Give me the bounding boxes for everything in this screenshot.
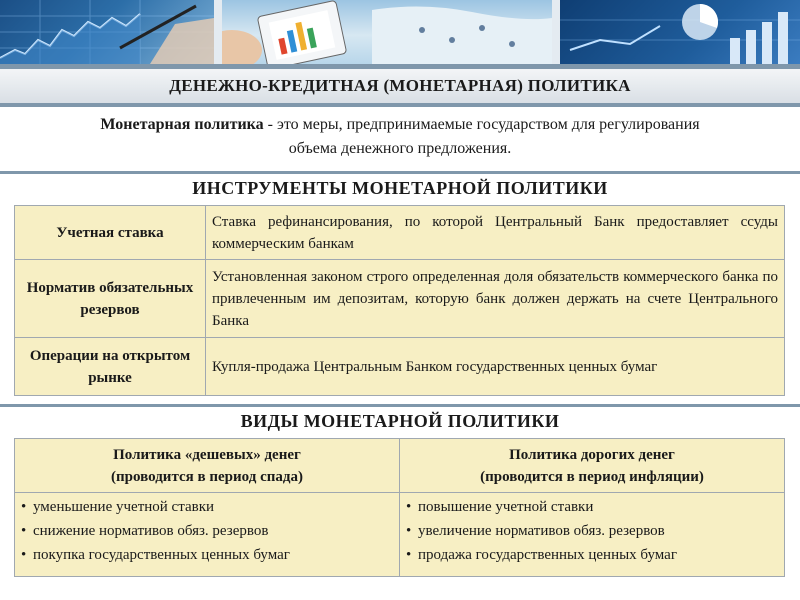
dear-money-subtitle: (проводится в период инфляции) <box>480 468 704 485</box>
page-title: ДЕНЕЖНО-КРЕДИТНАЯ (МОНЕТАРНАЯ) ПОЛИТИКА <box>0 69 800 107</box>
definition-text: - это меры, предпринимаемые государством для регулирования <box>267 116 700 133</box>
list-item <box>406 519 778 543</box>
measure-text: увеличение нормативов обяз. резервов <box>418 523 665 539</box>
cheap-money-measures <box>15 493 400 577</box>
measure-text: продажа государственных ценных бумаг <box>418 547 677 563</box>
table-row <box>15 338 785 396</box>
instrument-label: Норматив обязательных резервов <box>15 260 206 338</box>
bullet: • <box>21 523 27 539</box>
dear-money-title: Политика дорогих денег <box>509 446 675 463</box>
divider <box>0 404 800 407</box>
list-item <box>406 495 778 519</box>
instruments-heading: ИНСТРУМЕНТЫ МОНЕТАРНОЙ ПОЛИТИКИ <box>192 178 608 198</box>
table-row <box>15 493 785 577</box>
instrument-description: Установленная законом строго определенная доля обязательств коммерческого банка по привлеченным им депозитам, которую банк должен держать на счете Центрального Банка <box>206 260 785 338</box>
instrument-description: Купля-продажа Центральным Банком государственных ценных бумаг <box>206 338 785 396</box>
instrument-description: Ставка рефинансирования, по которой Центральный Банк предоставляет ссуды коммерческим банкам <box>206 206 785 260</box>
dear-money-header <box>400 439 785 493</box>
cheap-money-subtitle: (проводится в период спада) <box>111 468 303 485</box>
table-row <box>15 206 785 260</box>
table-row <box>15 439 785 493</box>
tablet-map-graphic <box>222 0 552 64</box>
list-item <box>21 495 393 519</box>
bullet: • <box>406 499 412 515</box>
types-table <box>14 438 785 577</box>
measure-text: снижение нормативов обяз. резервов <box>33 523 269 539</box>
measures-list <box>406 495 778 567</box>
list-item <box>406 543 778 567</box>
instrument-label: Учетная ставка <box>15 206 206 260</box>
definition-term: Монетарная политика <box>100 116 264 133</box>
definition-line-1 <box>0 113 800 137</box>
dear-money-measures <box>400 493 785 577</box>
definition-line-2: объема денежного предложения. <box>288 140 512 157</box>
bullet: • <box>21 547 27 563</box>
divider <box>0 171 800 174</box>
business-charts-graphic <box>560 0 800 64</box>
tablet-map-image <box>222 0 552 64</box>
header-banner <box>0 0 800 64</box>
instruments-table <box>14 205 785 396</box>
measures-list <box>21 495 393 567</box>
list-item <box>21 543 393 567</box>
cheap-money-title: Политика «дешевых» денег <box>113 446 301 463</box>
table-row <box>15 260 785 338</box>
bullet: • <box>406 547 412 563</box>
stock-chart-graphic <box>0 0 214 64</box>
instrument-label: Операции на открытом рынке <box>15 338 206 396</box>
stock-chart-image <box>0 0 214 64</box>
bullet: • <box>21 499 27 515</box>
list-item <box>21 519 393 543</box>
types-heading: ВИДЫ МОНЕТАРНОЙ ПОЛИТИКИ <box>240 411 560 431</box>
business-charts-image <box>560 0 800 64</box>
cheap-money-header <box>15 439 400 493</box>
bullet: • <box>406 523 412 539</box>
measure-text: покупка государственных ценных бумаг <box>33 547 290 563</box>
measure-text: уменьшение учетной ставки <box>33 499 215 515</box>
definition-block <box>0 107 800 171</box>
measure-text: повышение учетной ставки <box>418 499 594 515</box>
